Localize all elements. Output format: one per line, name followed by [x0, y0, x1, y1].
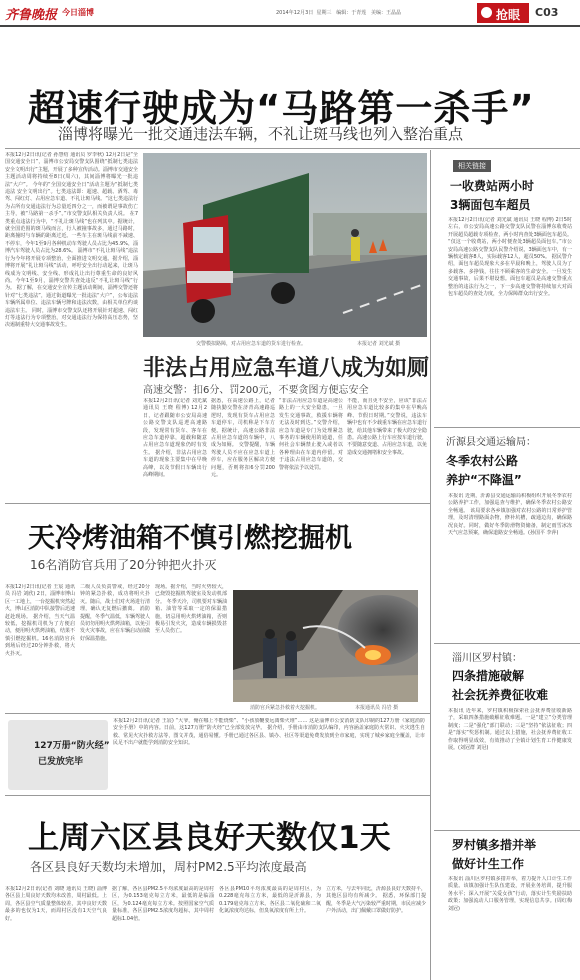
callout-box — [8, 720, 108, 790]
eye-icon — [481, 7, 492, 18]
sidebar2-kicker: 沂源县交通运输局： — [446, 437, 536, 448]
sidebar2-headline-1: 冬季农村公路 — [446, 454, 519, 468]
sidebar4-body: 本报讯 淄川区罗村镇多措并举，着力提升人口计生工作质量。该镇加强计生队伍建设，开展业务培训，提升服务水平；深入开展“关爱女孩”行动，落实计生奖励扶助政策；加强流动人口服务管理，实现信息共享。(周红梅 刘冠) — [448, 876, 572, 912]
story3-divider — [5, 503, 430, 504]
masthead-brand: 齐鲁晚报 — [5, 8, 58, 23]
photo1-credit: 本报记者 刘光斌 摄 — [357, 341, 401, 347]
photo2-credit: 本报通讯员 冯岩 摄 — [355, 705, 399, 711]
sidebar2-headline-2: 养护“不降温” — [446, 473, 522, 487]
sidebar1-headline-2: 3辆面包车超员 — [450, 198, 531, 212]
right-column-divider — [430, 150, 431, 980]
story3-col1: 本报12月2日讯(记者 王宸 通讯员 冯岩 刘欣) 2日，淄博市博山区一工地上，一台挖掘机突然起火，博山区消防中队接警后迅速赶赴现场。 据介绍，当天气温较低，挖掘机司机为了方便启动，便用明火烘烤油箱，结果不慎引燃挖掘机。16名消防官兵到场后经过20分钟扑救，将大火扑灭。 — [5, 584, 75, 657]
sidebar3-body: 本报讯 近年来，罗村镇积极探索社会抚养费征收新路子，采取四条措施破解征收难题。一是“建立”分类管理制度；二是“强化”部门联动；三是“坚持”依法征收；四是“落实”奖惩机制。通过以上措施，社会抚养费征收工作取得明显成效，有效推动了全镇计划生育工作健康发展。(刘冠群 刘冠) — [448, 708, 572, 752]
fire-photo-illustration — [233, 590, 418, 702]
sidebar2-divider — [434, 427, 580, 428]
story2-subhead: 高速交警：扣6分、罚200元，不要贪图方便忘安全 — [143, 385, 369, 396]
story5-divider — [5, 795, 430, 796]
story2-col1: 本报12月2日讯(记者 刘光斌 通讯员 王晓 程博) 12月2日，记者跟随市公安局高速公路交警支队巡逻高速路段，发现常有货车、客车在应急车道停靠，超载和随意占用应急车道现象仍时有发生。 据介绍，非法占用应急车道的现象主要集中在早晚高峰，以及节假日车辆出行高峰期间。 — [143, 398, 207, 479]
story3-col3: 现场。据介绍，当时火势较大，已烧毁挖掘机驾驶室及发动机部分。 冬季天冷，司机要对车辆油箱、油管等采取一定的保温措施，切忌用明火烘烤油箱，否则极易引发火灾，造成车辆损毁甚至人员伤亡。 — [155, 584, 227, 635]
story5-col4: 立方米，与去年同比，沂源县良好天数持平，其他区县均有所减少。 据悉，环保部门提醒，冬季是大气污染较严重时期，市民应减少户外活动，出门佩戴口罩做好防护。 — [326, 886, 426, 915]
story3-headline: 天冷烤油箱不慎引燃挖掘机 — [28, 523, 352, 554]
photo2-caption: 消防官兵紧急扑救着火挖掘机。 — [250, 705, 321, 711]
callout-top-divider — [5, 713, 430, 714]
masthead-rule — [0, 25, 580, 27]
lead-subhead: 淄博将曝光一批交通违法车辆，不礼让斑马线也列入整治重点 — [58, 125, 464, 143]
page-number: C03 — [535, 6, 559, 19]
fire-photo — [233, 590, 418, 702]
story5-headline: 上周六区县良好天数仅1天 — [28, 820, 391, 856]
sidebar1-body: 本报12月2日讯(记者 刘光斌 通讯员 王晓 程博) 2日5时左右，市公安局高速公路交警支队民警在淄博东收费站开展超员超载专项检查，两小时内查处3辆面包车超员。 “仅这一个收费站，两小时便查处3辆超员面包车。”市公安局高速公路交警支队民警介绍说，3辆面包车中，有一辆核定载客8人，实际载客12人，超员50%。 据民警介绍，面包车超员现象大多在早晨和晚上，驾驶人员为了多载客、多挣钱，往往不顾乘客的生命安全。一旦发生交通事故，后果不堪设想。面包车超员是高速交警重点整治的违法行为之一，下一步高速交警将持续加大对面包车超员的查处力度，全力保障群众出行安全。 — [448, 217, 572, 298]
sidebar3-headline-1: 四条措施破解 — [452, 669, 525, 683]
masthead-section: 今日淄博 — [62, 8, 94, 17]
story3-col2: 二级人员负责警戒，经过20分钟的紧急扑救，成功将明火扑灭。随后，战士们对火场进行清理，确认无复燃后撤离。 消防提醒，冬季气温低，车辆驾驶人员切勿用明火烘烤油箱，以免引发火灾事故，应在车辆启动前做好保温措施。 — [80, 584, 150, 642]
story2-col3: “非法占用应急车道是高速公路上的一大安全隐患，一旦发生交通事故，救援车辆将无法及时到达。”交警介绍，应急车道是专门为处理紧急事务的车辆使用的通道，任何社会车辆禁止驶入或者以各种理由在车道内停留。对于违法占用应急车道的，交警将依法予以处罚。 — [279, 398, 343, 471]
sidebar3-headline-2: 社会抚养费征收难 — [452, 688, 549, 702]
sidebar4-headline-2: 做好计生工作 — [452, 857, 525, 871]
masthead-label-box — [477, 3, 529, 23]
story2-col2: 据悉，在高速公路上，记者随执勤交警在济青高速路巡逻时，发现有货车占用应急车道停车，司机称是下车方便。据统计，高速公路非法占用应急车道的车辆中，八成为如厕。 交警提醒，车辆驾驶人员不应在应急车道上停车，应在服务区解决方便问题，否则将扣6分罚200元。 — [211, 398, 275, 479]
sidebar4-headline-1: 罗村镇多措并举 — [452, 838, 537, 852]
lead-divider — [5, 148, 580, 149]
callout-line2: 已发放完毕 — [38, 757, 84, 767]
story5-col2: 据了解，各区县PM2.5平均浓度最高的是周村区，为0.153毫克每立方米，最低的是临淄区，为0.124毫克每立方米。按照国家空气质量标准，各区县PM2.5浓度均超标，其中周村超标1.04倍。 — [112, 886, 214, 922]
story4-body: 本报12月2日讯(记者 王宸) “大爷，俺在哪上不能烧柴”、“小孩放鞭要远离柴火堆”…… 这是淄博市公安消防支队印制的127万册《家庭消防安全手册》中的内容。日前，这127万册“防火经”已全部发放完毕。 据介绍，手册由市消防支队编印，内容涵盖家庭防火常识、火灾逃生自救、常见火灾扑救方法等，图文并茂，通俗易懂。手册已通过各区县、镇办、社区等渠道免费发放到全市家庭，实现了城乡家庭全覆盖，让市民足不出户就能学到消防安全知识。 — [113, 718, 425, 747]
callout-line1: 127万册“防火经” — [34, 741, 110, 751]
lead-body: 本报12月2日讯(记者 孙慧绍 通讯员 罗李秋) 12月2日是“全国交通安全日”，淄博市公安局交警支队围绕“抵制七类违法 安全文明出行”主题，开展了多种宣传活动。淄博市交通安全主题活动周将持续至8日(周六)，其间淄博将曝光一批违法“大户”。 今年的“全国交通安全日”活动主题为“抵制七类违法 安全文明出行”。七类违法即：超速、超载、酒驾、毒驾、闯红灯、占用应急车道、不礼让斑马线。“这七类违法行为占所有交通违法行为总量近四分之一，而被谓是事故伤亡主导，被“马路第一杀手”。”市交警支队相关负责人说。 在7类重点违法行为中，“不礼让斑马线”也在列其中。据统计，就全国范围的斑马线而言，行人被撞事故多，通过马路时，距离撞时与车辆的距离过近。一些车主在斑马线前不减速、不停车，今年1至9月各种机动车驾驶人员占比为45.9%，淄博汽车驾驶人员占比为28.6%。 淄博市“不礼让斑马线”违法行为今年将开展专项整治，全面推进文明交通。据介绍，淄博将开展“礼让斑马线”活动，呼吁安全出行动起来，让斑马线成为文明线、安全线、形成礼让出行尊重生命的良好风尚。今年1至9月，淄博交警共查处违反“不礼让斑马线”行为。 据了解，在交通安全宣传主题活动期间，淄博交警还将针对“七类违法”，通过街道曝光一批违法“大户”，公布违法车辆所属单位、违法车辆号牌和违法次数，由相关单位约谈违法车主。 同时，淄博市交警支队还将开展针对超速、闯红灯等违法行为专项整治，对交通违法行为保持高压态势，坚决遏制重特大交通事故发生。 — [5, 152, 138, 329]
lead-headline: 超速行驶成为“马路第一杀手” — [28, 87, 535, 130]
sidebar3-kicker: 淄川区罗村镇： — [452, 653, 522, 664]
sidebar1-tag: 相关链接 — [453, 160, 491, 172]
truck-photo — [143, 153, 427, 337]
story5-col1: 本报12月2日讯(记者 刘晓 通讯员 王晓) 淄博各区县上周良好天数均未改善，周村最低。上周，各区县空气质量整体较差，其中良好天数最多的也仅为1天，而周村区没有1天空气良好。 — [5, 886, 107, 922]
photo1-caption: 交警模拟路障，对占用应急车道的货车进行检查。 — [196, 341, 307, 347]
sidebar2-body: 本报讯 近期，沂源县交通运输局积极组织开展冬季农村公路养护工作，加强巡查与维护，确保冬季农村公路安全畅通。 该局要求各乡镇加强对农村公路的日常养护管理，及时清理路面杂物，修补坑槽，疏通边沟，确保路况良好。同时，做好冬季防滑物资储备，制定雨雪冰冻天气应急预案，确保道路安全畅通。(孙国平 李萍) — [448, 493, 572, 537]
masthead-label: 抢眼 — [496, 8, 521, 22]
story3-subhead: 16名消防官兵用了20分钟把火扑灭 — [30, 558, 217, 572]
story2-col4: 不能，而且更不安全，应该“非法占用应急车道比较多的集中在早晚高峰、节假日时期。”交警说，违法车辆中也有不少载重车辆在应急车道行驶，给其他车辆带来了极大的安全隐患。高速公路上行车应按车道行驶，不要随意变道、占用应急车道，以免造成交通拥堵和安全事故。 — [347, 398, 427, 456]
masthead-date-line: 2014年12月3日 星期三 编辑：于青莲 美编：王晶晶 — [276, 10, 401, 16]
story5-col3: 各区县PM10平均浓度最高的是周村区，为0.228毫克每立方米，最低的是沂源县，为0.179毫克每立方米。各区县二氧化硫和二氧化氮浓度均达标，但臭氧浓度有所上升。 — [219, 886, 321, 915]
sidebar1-headline-1: 一收费站两小时 — [450, 179, 535, 193]
story5-subhead: 各区县良好天数均未增加，周村PM2.5平均浓度最高 — [30, 860, 307, 874]
story2-headline: 非法占用应急车道八成为如厕 — [143, 356, 430, 381]
sidebar3-divider — [434, 643, 580, 644]
sidebar4-divider — [434, 830, 580, 831]
truck-photo-illustration — [143, 153, 427, 337]
